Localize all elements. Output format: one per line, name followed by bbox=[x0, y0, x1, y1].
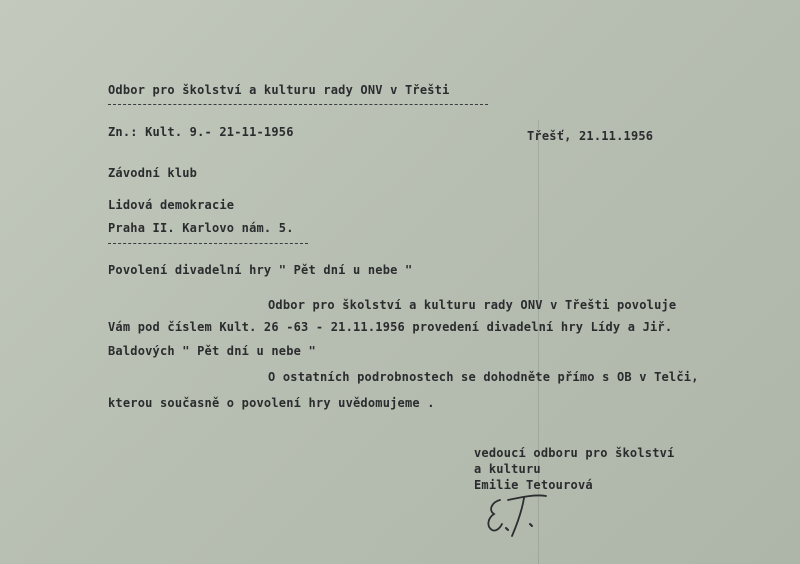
handwritten-signature bbox=[478, 488, 568, 540]
subject-line: Povolení divadelní hry " Pět dní u nebe " bbox=[108, 263, 413, 277]
body-line-1: Odbor pro školství a kulturu rady ONV v Třešti povoluje bbox=[268, 298, 677, 312]
place-date: Třešť, 21.11.1956 bbox=[527, 129, 654, 143]
title-underline bbox=[108, 104, 488, 105]
body-line-2: Vám pod číslem Kult. 26 -63 - 21.11.1956 provedení divadelní hry Lídy a Jiř. bbox=[108, 320, 673, 334]
signature-name: Emilie Tetourová bbox=[474, 478, 593, 492]
body-line-4: O ostatních podrobnostech se dohodněte přímo s OB v Telči, bbox=[268, 370, 699, 384]
body-line-5: kterou současně o povolení hry uvědomujeme . bbox=[108, 396, 435, 410]
recipient-line-3: Praha II. Karlovo nám. 5. bbox=[108, 221, 294, 235]
recipient-line-1: Závodní klub bbox=[108, 166, 198, 180]
recipient-line-2: Lidová demokracie bbox=[108, 198, 235, 212]
signature-role-line-1: vedoucí odboru pro školství bbox=[474, 446, 675, 460]
reference-number: Zn.: Kult. 9.- 21-11-1956 bbox=[108, 125, 294, 139]
signature-role-line-2: a kulturu bbox=[474, 462, 541, 476]
address-underline bbox=[108, 243, 308, 244]
body-line-3: Baldových " Pět dní u nebe " bbox=[108, 344, 316, 358]
department-title: Odbor pro školství a kulturu rady ONV v Třešti bbox=[108, 83, 450, 97]
